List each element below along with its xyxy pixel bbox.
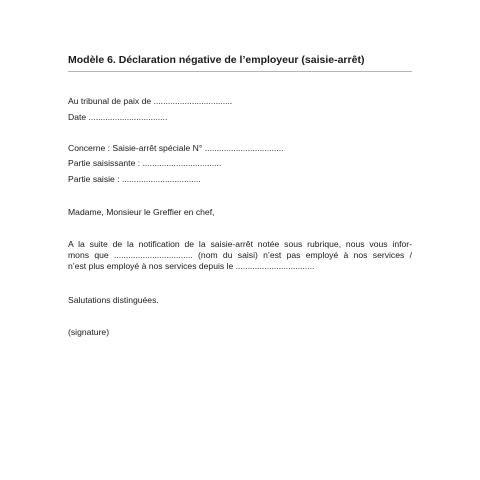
salutation-line: Madame, Monsieur le Greffier en chef,: [68, 207, 215, 217]
closing-line: Salutations distinguées.: [68, 295, 159, 305]
document-title: Modèle 6. Déclaration négative de l’employeur (saisie-arrêt): [68, 54, 365, 66]
partie-saisie-line: Partie saisie : .................................: [68, 174, 201, 184]
signature-line: (signature): [68, 327, 110, 337]
tribunal-line: Au tribunal de paix de .................................: [68, 96, 233, 106]
date-line: Date .................................: [68, 112, 168, 122]
body-paragraph: [68, 239, 412, 272]
title-divider: [68, 71, 412, 72]
partie-saisissante-line: Partie saisissante : .................................: [68, 158, 222, 168]
body-line-3: n’est plus employé à nos services depuis le .................................: [68, 261, 315, 271]
body-line-2: mons que ................................. (nom du saisi) n’est pas employé à nos services /: [68, 250, 412, 260]
concerne-line: Concerne : Saisie-arrêt spéciale N° .................................: [68, 143, 284, 153]
body-line-1: A la suite de la notification de la saisie-arrêt notée sous rubrique, nous vous infor-: [68, 239, 412, 249]
